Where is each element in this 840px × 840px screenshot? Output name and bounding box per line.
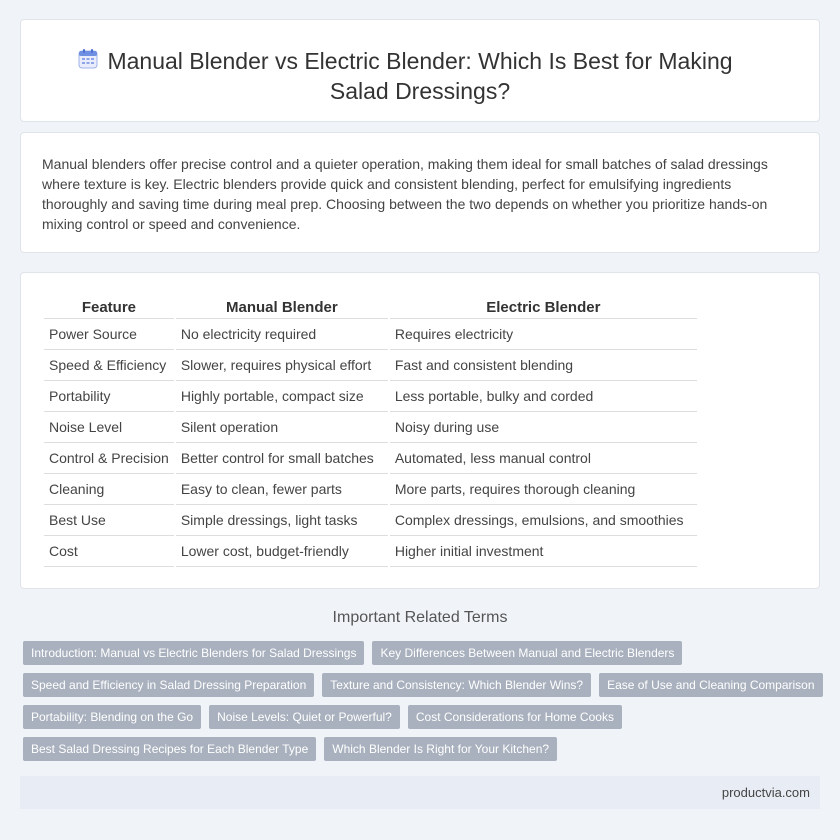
related-term-tag[interactable]: Key Differences Between Manual and Electric Blenders xyxy=(372,641,682,665)
electric-cell: Complex dressings, emulsions, and smoothies xyxy=(390,505,697,536)
related-terms-list xyxy=(23,641,823,769)
electric-cell: More parts, requires thorough cleaning xyxy=(390,474,697,505)
feature-cell: Power Source xyxy=(44,319,174,350)
footer-site-link[interactable]: productvia.com xyxy=(721,785,810,800)
related-term-tag[interactable]: Texture and Consistency: Which Blender Wins? xyxy=(322,673,591,697)
intro-card xyxy=(20,132,820,253)
feature-cell: Cleaning xyxy=(44,474,174,505)
related-term-tag[interactable]: Noise Levels: Quiet or Powerful? xyxy=(209,705,400,729)
manual-cell: Highly portable, compact size xyxy=(176,381,388,412)
table-row xyxy=(44,350,697,381)
table-row xyxy=(44,381,697,412)
electric-cell: Noisy during use xyxy=(390,412,697,443)
manual-cell: Lower cost, budget-friendly xyxy=(176,536,388,567)
feature-cell: Best Use xyxy=(44,505,174,536)
table-row xyxy=(44,443,697,474)
related-term-tag[interactable]: Cost Considerations for Home Cooks xyxy=(408,705,622,729)
manual-cell: Simple dressings, light tasks xyxy=(176,505,388,536)
comparison-card xyxy=(20,272,820,589)
manual-cell: Slower, requires physical effort xyxy=(176,350,388,381)
table-row xyxy=(44,536,697,567)
feature-cell: Cost xyxy=(44,536,174,567)
table-header-row xyxy=(44,293,697,319)
related-terms-heading: Important Related Terms xyxy=(332,609,508,626)
related-term-tag[interactable]: Speed and Efficiency in Salad Dressing Preparation xyxy=(23,673,314,697)
footer xyxy=(20,776,820,809)
feature-cell: Portability xyxy=(44,381,174,412)
intro-paragraph: Manual blenders offer precise control and a quieter operation, making them ideal for small batches of salad dressings where texture is key. Electric blenders provide quick and consistent blending, perfect for emulsifying ingredients thoroughly and saving time during meal prep. Choosing between the two depends on whether you prioritize hands-on mixing control or speed and convenience. xyxy=(42,156,768,232)
manual-cell: Easy to clean, fewer parts xyxy=(176,474,388,505)
feature-cell: Control & Precision xyxy=(44,443,174,474)
table-row xyxy=(44,505,697,536)
electric-cell: Automated, less manual control xyxy=(390,443,697,474)
related-term-tag[interactable]: Best Salad Dressing Recipes for Each Blender Type xyxy=(23,737,316,761)
related-term-tag[interactable]: Introduction: Manual vs Electric Blenders for Salad Dressings xyxy=(23,641,364,665)
comparison-table xyxy=(42,293,699,567)
related-term-tag[interactable]: Ease of Use and Cleaning Comparison xyxy=(599,673,822,697)
electric-cell: Fast and consistent blending xyxy=(390,350,697,381)
electric-cell: Requires electricity xyxy=(390,319,697,350)
table-row xyxy=(44,412,697,443)
title-card xyxy=(20,19,820,122)
column-header-feature: Feature xyxy=(44,293,174,319)
related-term-tag[interactable]: Which Blender Is Right for Your Kitchen? xyxy=(324,737,557,761)
related-term-tag[interactable]: Portability: Blending on the Go xyxy=(23,705,201,729)
feature-cell: Speed & Efficiency xyxy=(44,350,174,381)
table-row xyxy=(44,474,697,505)
electric-cell: Less portable, bulky and corded xyxy=(390,381,697,412)
column-header-electric: Electric Blender xyxy=(390,293,697,319)
column-header-manual: Manual Blender xyxy=(176,293,388,319)
manual-cell: Better control for small batches xyxy=(176,443,388,474)
electric-cell: Higher initial investment xyxy=(390,536,697,567)
page-title: Manual Blender vs Electric Blender: Which Is Best for Making Salad Dressings? xyxy=(107,48,733,104)
manual-cell: No electricity required xyxy=(176,319,388,350)
table-row xyxy=(44,319,697,350)
feature-cell: Noise Level xyxy=(44,412,174,443)
manual-cell: Silent operation xyxy=(176,412,388,443)
